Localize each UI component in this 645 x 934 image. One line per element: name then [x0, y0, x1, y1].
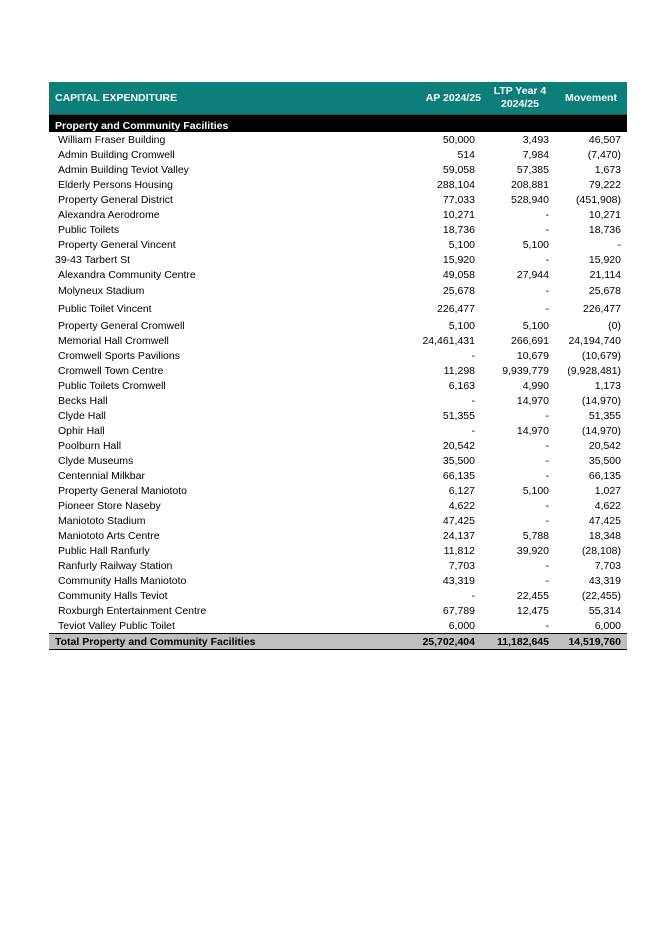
total-ltp: 11,182,645 — [497, 635, 549, 648]
row-movement: (0) — [608, 319, 621, 332]
row-ap: 6,163 — [448, 379, 475, 392]
row-ltp: 266,691 — [511, 334, 549, 347]
row-name: William Fraser Building — [58, 133, 166, 146]
row-name: Clyde Museums — [58, 454, 134, 467]
row-name: Public Hall Ranfurly — [58, 544, 150, 557]
row-name: Ranfurly Railway Station — [58, 559, 173, 572]
table-row — [49, 378, 627, 393]
section-title: Property and Community Facilities — [49, 114, 627, 132]
table-row — [49, 207, 627, 222]
row-movement: 226,477 — [583, 303, 621, 315]
row-name: Cromwell Town Centre — [58, 364, 164, 377]
row-name: Elderly Persons Housing — [58, 178, 173, 191]
total-row — [49, 633, 627, 650]
row-ap: 6,000 — [448, 619, 475, 632]
row-movement: 46,507 — [588, 133, 621, 146]
row-name: Property General Vincent — [58, 238, 176, 251]
row-ap: 10,271 — [442, 208, 475, 221]
row-ap: 66,135 — [442, 469, 475, 482]
row-name: Roxburgh Entertainment Centre — [58, 604, 207, 617]
row-name: Property General Maniototo — [58, 484, 187, 497]
row-ap: 49,058 — [442, 268, 475, 281]
row-ap: 67,789 — [442, 604, 475, 617]
row-ap: 226,477 — [437, 303, 475, 315]
table-row — [49, 177, 627, 192]
row-movement: (14,970) — [581, 424, 621, 437]
row-ap: 77,033 — [442, 193, 475, 206]
row-ltp: - — [545, 619, 549, 632]
row-movement: 47,425 — [588, 514, 621, 527]
row-ltp: 57,385 — [516, 163, 549, 176]
row-name: Ophir Hall — [58, 424, 105, 437]
row-name: Centennial Milkbar — [58, 469, 145, 482]
row-ltp: 12,475 — [516, 604, 549, 617]
total-ap: 25,702,404 — [422, 635, 475, 648]
row-ap: 24,461,431 — [422, 334, 475, 347]
row-movement: (22,455) — [581, 589, 621, 602]
row-ltp: 39,920 — [516, 544, 549, 557]
table-row — [49, 513, 627, 528]
row-ap: 11,298 — [443, 364, 475, 377]
row-movement: (9,928,481) — [567, 364, 621, 377]
row-movement: 10,271 — [588, 208, 621, 221]
row-ap: 20,542 — [442, 439, 475, 452]
table-row — [49, 528, 627, 543]
table-row — [49, 558, 627, 573]
table-row — [49, 543, 627, 558]
row-movement: (28,108) — [581, 544, 621, 557]
row-name: Molyneux Stadium — [58, 285, 145, 297]
row-ltp: 7,984 — [522, 148, 549, 161]
row-ltp: - — [545, 559, 549, 572]
row-ltp: - — [545, 303, 549, 315]
row-ltp: 27,944 — [516, 268, 549, 281]
row-ap: 11,812 — [443, 544, 475, 557]
table-row — [49, 267, 627, 282]
row-name: Alexandra Community Centre — [58, 268, 196, 281]
row-movement: 1,673 — [594, 163, 621, 176]
table-row — [49, 147, 627, 162]
table-row — [49, 468, 627, 483]
row-movement: 20,542 — [588, 439, 621, 452]
row-name: Admin Building Teviot Valley — [58, 163, 189, 176]
row-name: Memorial Hall Cromwell — [58, 334, 169, 347]
table-row — [49, 453, 627, 468]
row-ltp: 14,970 — [516, 394, 549, 407]
row-ltp: 528,940 — [511, 193, 549, 206]
row-ltp: 208,881 — [511, 178, 549, 191]
row-ap: 18,736 — [442, 223, 475, 236]
table-row — [49, 333, 627, 348]
table-row — [49, 618, 627, 633]
row-name: 39-43 Tarbert St — [55, 253, 131, 266]
table-row — [49, 222, 627, 237]
row-ltp: - — [545, 574, 549, 587]
row-name: Teviot Valley Public Toilet — [58, 619, 175, 632]
row-ltp: 10,679 — [516, 349, 549, 362]
table-header — [49, 82, 627, 114]
header-ap: AP 2024/25 — [425, 92, 481, 104]
row-ltp: 5,100 — [522, 319, 549, 332]
row-name: Alexandra Aerodrome — [58, 208, 160, 221]
row-ltp: 14,970 — [516, 424, 549, 437]
row-ltp: 3,493 — [522, 133, 549, 146]
row-name: Community Halls Teviot — [58, 589, 168, 602]
table-row — [49, 192, 627, 207]
row-movement: (451,908) — [576, 193, 621, 206]
row-ap: 51,355 — [442, 409, 475, 422]
row-movement: 66,135 — [588, 469, 621, 482]
row-ltp: - — [545, 409, 549, 422]
row-ap: - — [471, 589, 475, 602]
row-ap: 24,137 — [442, 529, 475, 542]
row-ap: - — [471, 394, 475, 407]
row-movement: (7,470) — [587, 148, 621, 161]
table-row — [49, 393, 627, 408]
table-row — [49, 363, 627, 378]
total-movement: 14,519,760 — [568, 635, 621, 648]
row-ap: 50,000 — [442, 133, 475, 146]
table-row — [49, 423, 627, 438]
row-ap: 59,058 — [442, 163, 475, 176]
row-ltp: - — [545, 454, 549, 467]
row-ap: 4,622 — [448, 499, 475, 512]
table-row — [49, 300, 627, 318]
row-ltp: - — [545, 285, 549, 297]
row-name: Public Toilet Vincent — [58, 303, 152, 315]
row-ltp: - — [545, 439, 549, 452]
row-ap: 7,703 — [448, 559, 475, 572]
row-name: Cromwell Sports Pavilions — [58, 349, 180, 362]
row-ltp: 5,788 — [522, 529, 549, 542]
table-row — [49, 252, 627, 267]
table-row — [49, 588, 627, 603]
row-movement: 15,920 — [588, 253, 621, 266]
row-name: Becks Hall — [58, 394, 108, 407]
header-ltp — [485, 85, 555, 111]
row-name: Clyde Hall — [58, 409, 106, 422]
row-name: Public Toilets — [58, 223, 120, 236]
row-movement: (10,679) — [581, 349, 621, 362]
table-row — [49, 573, 627, 588]
row-movement: 35,500 — [588, 454, 621, 467]
row-movement: 1,173 — [594, 379, 621, 392]
header-ltp-line1: LTP Year 4 — [493, 85, 547, 97]
table-row — [49, 603, 627, 618]
table-body — [49, 132, 627, 633]
table-row — [49, 162, 627, 177]
row-ap: 25,678 — [442, 285, 475, 297]
row-movement: 18,736 — [588, 223, 621, 236]
row-ltp: - — [545, 514, 549, 527]
row-ap: - — [471, 349, 475, 362]
table-row — [49, 498, 627, 513]
row-ltp: - — [545, 208, 549, 221]
row-ltp: 22,455 — [516, 589, 549, 602]
header-movement: Movement — [565, 92, 617, 104]
row-movement: 25,678 — [588, 285, 621, 297]
row-movement: 24,194,740 — [568, 334, 621, 347]
row-ltp: 5,100 — [522, 238, 549, 251]
row-movement: 43,319 — [588, 574, 621, 587]
row-movement: 79,222 — [588, 178, 621, 191]
row-ap: 15,920 — [442, 253, 475, 266]
row-ltp: - — [545, 469, 549, 482]
row-name: Admin Building Cromwell — [58, 148, 175, 161]
row-ltp: 9,939,779 — [502, 364, 549, 377]
row-ap: 514 — [457, 148, 475, 161]
row-movement: 18,348 — [588, 529, 621, 542]
row-ap: 5,100 — [448, 319, 475, 332]
row-movement: 7,703 — [594, 559, 621, 572]
table-row — [49, 438, 627, 453]
row-ltp: - — [545, 223, 549, 236]
row-movement: 4,622 — [594, 499, 621, 512]
row-name: Property General District — [58, 193, 173, 206]
table-row — [49, 483, 627, 498]
row-movement: 21,114 — [589, 268, 621, 281]
table-row — [49, 132, 627, 147]
row-name: Property General Cromwell — [58, 319, 185, 332]
row-name: Pioneer Store Naseby — [58, 499, 161, 512]
row-ap: 47,425 — [442, 514, 475, 527]
row-name: Poolburn Hall — [58, 439, 122, 452]
row-movement: (14,970) — [581, 394, 621, 407]
row-ap: 288,104 — [437, 178, 475, 191]
table-row — [49, 282, 627, 300]
row-ap: 6,127 — [448, 484, 475, 497]
row-ltp: - — [545, 253, 549, 266]
row-ap: 43,319 — [442, 574, 475, 587]
row-movement: 51,355 — [588, 409, 621, 422]
row-ap: 5,100 — [448, 238, 475, 251]
row-name: Maniototo Arts Centre — [58, 529, 160, 542]
row-ap: - — [471, 424, 475, 437]
row-name: Maniototo Stadium — [58, 514, 146, 527]
row-name: Public Toilets Cromwell — [58, 379, 166, 392]
row-ltp: - — [545, 499, 549, 512]
capital-expenditure-table — [49, 82, 627, 650]
row-movement: - — [617, 238, 621, 251]
row-movement: 6,000 — [594, 619, 621, 632]
row-ltp: 5,100 — [522, 484, 549, 497]
table-row — [49, 237, 627, 252]
row-movement: 1,027 — [594, 484, 621, 497]
table-row — [49, 408, 627, 423]
table-row — [49, 348, 627, 363]
row-movement: 55,314 — [588, 604, 621, 617]
row-name: Community Halls Maniototo — [58, 574, 187, 587]
row-ltp: 4,990 — [522, 379, 549, 392]
row-ap: 35,500 — [442, 454, 475, 467]
table-row — [49, 318, 627, 333]
header-ltp-line2: 2024/25 — [501, 98, 539, 110]
total-name: Total Property and Community Facilities — [55, 635, 256, 648]
header-title: CAPITAL EXPENDITURE — [55, 92, 178, 104]
